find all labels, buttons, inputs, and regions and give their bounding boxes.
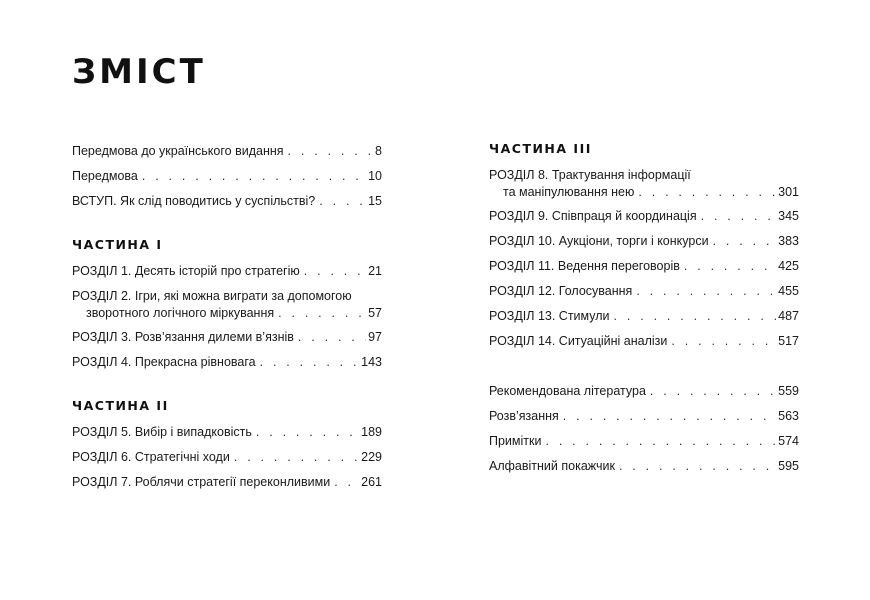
toc-entry[interactable] bbox=[72, 354, 382, 371]
dot-leader bbox=[298, 329, 366, 346]
toc-entry-label-continued: зворотного логічного міркування bbox=[86, 306, 275, 320]
toc-entry-label: РОЗДІЛ 6. Стратегічні ходи bbox=[72, 450, 230, 464]
toc-entry-page: 57 bbox=[368, 306, 382, 320]
dot-leader bbox=[234, 449, 359, 466]
toc-entry-label: РОЗДІЛ 14. Ситуаційні аналізи bbox=[489, 334, 668, 348]
toc-entry-page: 143 bbox=[361, 355, 382, 369]
dot-leader bbox=[671, 333, 776, 350]
dot-leader bbox=[713, 233, 777, 250]
part-heading: ЧАСТИНА II bbox=[72, 398, 169, 413]
dot-leader bbox=[614, 308, 777, 325]
toc-entry-page: 383 bbox=[778, 234, 799, 248]
dot-leader bbox=[256, 424, 359, 441]
toc-entry-page: 574 bbox=[778, 434, 799, 448]
dot-leader bbox=[319, 193, 366, 210]
toc-entry[interactable] bbox=[489, 283, 799, 300]
toc-entry[interactable] bbox=[489, 458, 799, 475]
toc-entry-page: 21 bbox=[368, 264, 382, 278]
toc-entry-page: 189 bbox=[361, 425, 382, 439]
dot-leader bbox=[636, 283, 776, 300]
toc-entry-label: РОЗДІЛ 7. Роблячи стратегії переконливими bbox=[72, 475, 331, 489]
toc-entry-label: РОЗДІЛ 8. Трактування інформації bbox=[489, 168, 691, 182]
toc-entry-page: 10 bbox=[368, 169, 382, 183]
toc-entry-page: 455 bbox=[778, 284, 799, 298]
dot-leader bbox=[142, 168, 366, 185]
dot-leader bbox=[304, 263, 366, 280]
dot-leader bbox=[278, 305, 366, 322]
toc-entry[interactable] bbox=[489, 258, 799, 275]
part-heading: ЧАСТИНА I bbox=[72, 237, 163, 252]
toc-entry-page: 15 bbox=[368, 194, 382, 208]
toc-entry[interactable] bbox=[72, 143, 382, 160]
dot-leader bbox=[684, 258, 776, 275]
toc-entry[interactable] bbox=[72, 424, 382, 441]
dot-leader bbox=[650, 383, 776, 400]
toc-entry[interactable] bbox=[489, 308, 799, 325]
toc-entry-page: 425 bbox=[778, 259, 799, 273]
toc-entry[interactable] bbox=[72, 288, 382, 322]
toc-entry-label-continued: та маніпулювання нею bbox=[503, 185, 635, 199]
toc-entry-label: Рекомендована література bbox=[489, 384, 646, 398]
toc-entry[interactable] bbox=[72, 474, 382, 491]
toc-entry[interactable] bbox=[489, 408, 799, 425]
toc-entry[interactable] bbox=[489, 433, 799, 450]
toc-entry[interactable] bbox=[72, 168, 382, 185]
toc-entry-page: 595 bbox=[778, 459, 799, 473]
toc-entry-page: 229 bbox=[361, 450, 382, 464]
toc-entry-label: РОЗДІЛ 2. Ігри, які можна виграти за допомогою bbox=[72, 289, 352, 303]
toc-entry[interactable] bbox=[489, 233, 799, 250]
toc-entry[interactable] bbox=[489, 333, 799, 350]
part-heading: ЧАСТИНА III bbox=[489, 141, 592, 156]
toc-entry[interactable] bbox=[72, 263, 382, 280]
toc-entry[interactable] bbox=[72, 329, 382, 346]
toc-entry-page: 8 bbox=[375, 144, 382, 158]
toc-entry-page: 97 bbox=[368, 330, 382, 344]
toc-entry-label: РОЗДІЛ 4. Прекрасна рівновага bbox=[72, 355, 256, 369]
toc-entry-page: 487 bbox=[778, 309, 799, 323]
toc-entry-label: ВСТУП. Як слід поводитись у суспільстві? bbox=[72, 194, 316, 208]
page-title: ЗМІСТ bbox=[72, 52, 206, 92]
toc-entry-label: РОЗДІЛ 5. Вибір і випадковість bbox=[72, 425, 252, 439]
toc-entry-label: Розв’язання bbox=[489, 409, 559, 423]
toc-entry[interactable] bbox=[489, 208, 799, 225]
toc-entry-page: 563 bbox=[778, 409, 799, 423]
dot-leader bbox=[260, 354, 360, 371]
toc-entry-label: РОЗДІЛ 3. Розв’язання дилеми в’язнів bbox=[72, 330, 294, 344]
toc-entry-label: Примітки bbox=[489, 434, 542, 448]
toc-entry-label: РОЗДІЛ 12. Голосування bbox=[489, 284, 633, 298]
dot-leader bbox=[638, 184, 776, 201]
toc-entry-page: 559 bbox=[778, 384, 799, 398]
toc-entry-label: РОЗДІЛ 11. Ведення переговорів bbox=[489, 259, 680, 273]
toc-entry-page: 301 bbox=[778, 185, 799, 199]
dot-leader bbox=[288, 143, 374, 160]
toc-entry-label: РОЗДІЛ 13. Стимули bbox=[489, 309, 610, 323]
dot-leader bbox=[619, 458, 776, 475]
toc-entry-label: Передмова bbox=[72, 169, 138, 183]
toc-entry[interactable] bbox=[489, 383, 799, 400]
toc-entry-page: 345 bbox=[778, 209, 799, 223]
toc-entry[interactable] bbox=[72, 193, 382, 210]
dot-leader bbox=[563, 408, 776, 425]
toc-entry-label: РОЗДІЛ 9. Співпраця й координація bbox=[489, 209, 697, 223]
toc-entry-label: Алфавітний покажчик bbox=[489, 459, 615, 473]
toc-entry-label: РОЗДІЛ 10. Аукціони, торги і конкурси bbox=[489, 234, 709, 248]
toc-entry-page: 517 bbox=[778, 334, 799, 348]
toc-entry-page: 261 bbox=[361, 475, 382, 489]
toc-entry[interactable] bbox=[72, 449, 382, 466]
dot-leader bbox=[334, 474, 359, 491]
toc-entry-label: Передмова до українського видання bbox=[72, 144, 284, 158]
toc-entry[interactable] bbox=[489, 167, 799, 201]
dot-leader bbox=[701, 208, 777, 225]
toc-entry-label: РОЗДІЛ 1. Десять історій про стратегію bbox=[72, 264, 300, 278]
dot-leader bbox=[545, 433, 776, 450]
